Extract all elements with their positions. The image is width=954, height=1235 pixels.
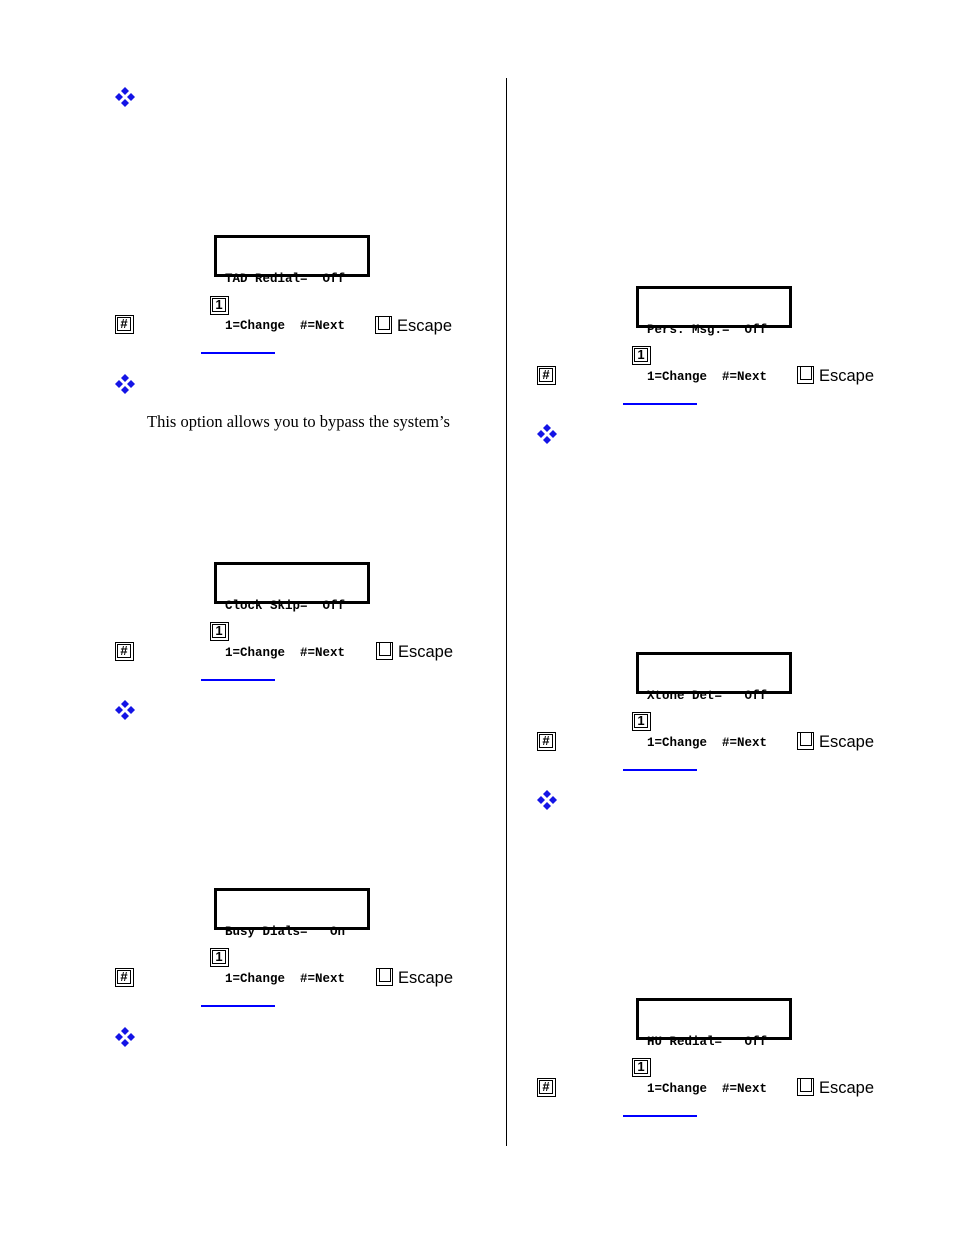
lcd-line-2: 1=Change #=Next [647,1081,768,1096]
keypad-hash-icon: # [115,315,134,334]
keypad-hash-icon: # [537,732,556,751]
link-underline[interactable] [623,1115,697,1117]
escape-book-icon [797,732,814,750]
keypad-hash-icon: # [537,366,556,385]
four-diamond-bullet-icon [114,373,136,395]
keypad-hash-icon: # [115,968,134,987]
lcd-line-2: 1=Change #=Next [647,735,768,750]
lcd-line-1: TAD Redial= Off [225,272,346,286]
lcd-line-2: 1=Change #=Next [225,645,346,660]
escape-book-icon [376,642,393,660]
column-divider [506,78,507,1146]
escape-key-label: Escape [376,967,453,989]
escape-book-icon [375,316,392,334]
escape-book-icon [797,366,814,384]
lcd-line-2: 1=Change #=Next [647,369,768,384]
lcd-line-1: Clock Skip= Off [225,599,346,613]
lcd-line-1: Xtone Det= Off [647,689,768,703]
lcd-display-xtone-det [636,652,792,750]
lcd-display-pers-msg [636,286,792,384]
escape-key-label: Escape [797,365,874,387]
keypad-hash-icon: # [537,1078,556,1097]
escape-key-label: Escape [375,315,452,337]
escape-key-label: Escape [797,1077,874,1099]
escape-book-icon [376,968,393,986]
four-diamond-bullet-icon [114,1026,136,1048]
keypad-one-icon: 1 [632,346,651,365]
keypad-hash-icon: # [115,642,134,661]
escape-key-label: Escape [376,641,453,663]
lcd-display-tad-redial [214,235,370,333]
keypad-one-icon: 1 [210,622,229,641]
link-underline[interactable] [201,352,275,354]
link-underline[interactable] [623,769,697,771]
keypad-one-icon: 1 [632,712,651,731]
lcd-line-1: Pers. Msg.= Off [647,323,768,337]
lcd-display-clock-skip [214,562,370,660]
keypad-one-icon: 1 [632,1058,651,1077]
lcd-line-2: 1=Change #=Next [225,971,346,986]
four-diamond-bullet-icon [536,423,558,445]
escape-key-label: Escape [797,731,874,753]
lcd-line-2: 1=Change #=Next [225,318,346,333]
four-diamond-bullet-icon [114,86,136,108]
link-underline[interactable] [201,679,275,681]
four-diamond-bullet-icon [536,789,558,811]
keypad-one-icon: 1 [210,948,229,967]
lcd-display-busy-dials [214,888,370,986]
lcd-line-1: Busy Dials= On [225,925,346,939]
escape-book-icon [797,1078,814,1096]
link-underline[interactable] [623,403,697,405]
lcd-line-1: HU Redial= Off [647,1035,768,1049]
option-description: This option allows you to bypass the system’s [147,412,450,431]
keypad-one-icon: 1 [210,296,229,315]
link-underline[interactable] [201,1005,275,1007]
lcd-display-hu-redial [636,998,792,1096]
four-diamond-bullet-icon [114,699,136,721]
